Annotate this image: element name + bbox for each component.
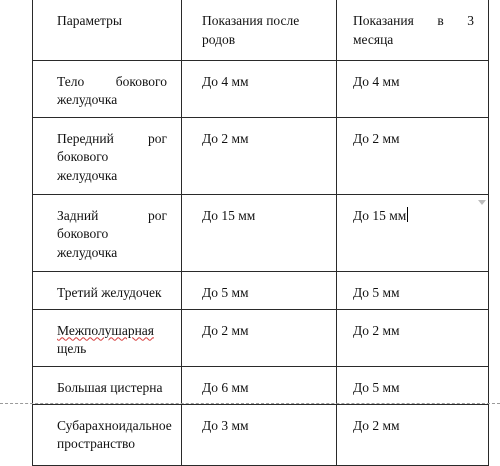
param-text: Большая цистерна	[57, 379, 163, 395]
misspelled-word[interactable]: Межполушарная	[57, 322, 154, 338]
after-birth-value: До 4 мм	[202, 73, 249, 89]
header-cell-params[interactable]	[33, 0, 182, 60]
table-row	[33, 309, 489, 366]
after-birth-value: До 5 мм	[202, 284, 249, 300]
param-cell[interactable]	[33, 404, 182, 465]
param-cell[interactable]	[33, 60, 182, 117]
at-3-months-cell-active[interactable]	[337, 194, 489, 271]
cell-dropdown-marker-icon[interactable]	[478, 200, 486, 205]
after-birth-cell[interactable]	[182, 60, 337, 117]
after-birth-cell[interactable]	[182, 404, 337, 465]
page-break-line	[0, 403, 500, 404]
param-cell[interactable]	[33, 194, 182, 271]
param-text	[33, 310, 181, 359]
at-3-months-value: До 2 мм	[353, 322, 400, 338]
param-text: Третий желудочек	[57, 284, 162, 300]
data-table	[32, 0, 489, 466]
param-text-rest: щель	[57, 341, 87, 356]
header-cell-after-birth[interactable]	[182, 0, 337, 60]
table-row	[33, 271, 489, 309]
text-cursor	[407, 207, 408, 222]
at-3-months-cell[interactable]	[337, 117, 489, 194]
after-birth-cell[interactable]	[182, 194, 337, 271]
param-text: Задний рог бокового желудочка	[57, 207, 167, 260]
at-3-months-cell[interactable]	[337, 309, 489, 366]
param-text: Передний рог бокового желудочка	[57, 130, 167, 183]
param-cell[interactable]	[33, 271, 182, 309]
table-row	[33, 117, 489, 194]
param-cell[interactable]	[33, 117, 182, 194]
after-birth-value: До 15 мм	[202, 207, 256, 223]
at-3-months-value: До 5 мм	[353, 379, 400, 395]
at-3-months-cell[interactable]	[337, 60, 489, 117]
after-birth-cell[interactable]	[182, 366, 337, 404]
param-text: Субарахноидальное пространство	[57, 417, 172, 451]
header-cell-3-months[interactable]	[337, 0, 489, 60]
after-birth-value: До 2 мм	[202, 322, 249, 338]
param-cell[interactable]	[33, 366, 182, 404]
at-3-months-cell[interactable]	[337, 271, 489, 309]
at-3-months-cell[interactable]	[337, 404, 489, 465]
table-row	[33, 60, 489, 117]
after-birth-value: До 2 мм	[202, 130, 249, 146]
table-row	[33, 194, 489, 271]
table-header-row	[33, 0, 489, 60]
after-birth-cell[interactable]	[182, 117, 337, 194]
table-row	[33, 366, 489, 404]
at-3-months-value: До 2 мм	[353, 130, 400, 146]
at-3-months-value: До 5 мм	[353, 284, 400, 300]
after-birth-cell[interactable]	[182, 271, 337, 309]
after-birth-value: До 6 мм	[202, 379, 249, 395]
at-3-months-value: До 15 мм	[353, 207, 407, 223]
after-birth-value: До 3 мм	[202, 417, 249, 433]
header-after-birth-text: Показания после родов	[202, 13, 300, 47]
after-birth-cell[interactable]	[182, 309, 337, 366]
at-3-months-value: До 4 мм	[353, 73, 400, 89]
at-3-months-value: До 2 мм	[353, 417, 400, 433]
param-text: Тело бокового желудочка	[57, 73, 167, 107]
at-3-months-cell[interactable]	[337, 366, 489, 404]
header-3-months-text: Показания в 3 месяца	[353, 13, 474, 47]
header-params-text: Параметры	[57, 13, 122, 28]
param-cell[interactable]	[33, 309, 182, 366]
table-row	[33, 404, 489, 465]
